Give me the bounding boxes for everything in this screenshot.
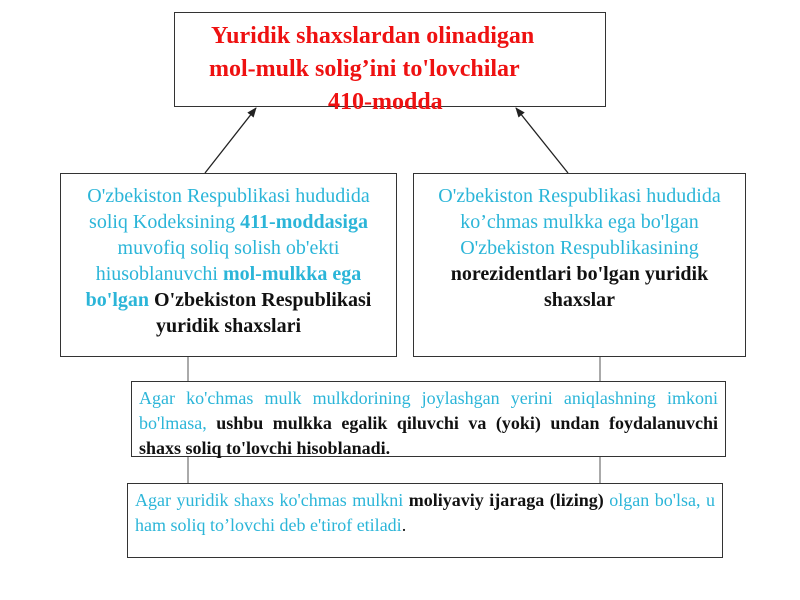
bottom-cyan-text-1: Agar yuridik shaxs ko'chmas mulkni	[135, 490, 409, 510]
left-box-text	[69, 183, 388, 339]
middle-bold-text: ushbu mulkka egalik qiluvchi va (yoki) undan foydalanuvchi shaxs soliq to'lovchi hisoblanadi.	[139, 413, 718, 458]
right-line-2: ko’chmas mulkka ega bo'lgan	[460, 211, 699, 233]
middle-cyan-text: Agar ko'chmas mulk mulkdorining joylashgan yerini aniqlashning imkoni bo'lmasa,	[139, 388, 718, 433]
title-line-2: mol-mulk solig’ini to'lovchilar	[209, 56, 520, 82]
left-line-3: muvofiq soliq solish ob'ekti	[117, 237, 340, 259]
right-line-3: O'zbekiston Respublikasining	[460, 237, 699, 259]
left-line-5b: O'zbekiston Respublikasi	[149, 289, 372, 311]
middle-box	[131, 381, 726, 457]
left-line-6: yuridik shaxslari	[155, 315, 302, 337]
left-line-4a: hiusoblanuvchi	[95, 263, 223, 285]
title-text	[175, 20, 605, 119]
middle-box-text	[139, 386, 718, 461]
title-box	[174, 12, 606, 115]
left-line-1: O'zbekiston Respublikasi hududida	[87, 185, 370, 207]
bottom-bold-text: moliyaviy ijaraga (lizing)	[408, 490, 604, 510]
bottom-box-text	[135, 488, 715, 538]
right-line-4: norezidentlari bo'lgan yuridik	[450, 263, 709, 285]
right-line-1: O'zbekiston Respublikasi hududida	[438, 185, 721, 207]
left-line-4b: mol-mulkka ega	[222, 263, 362, 285]
left-line-5a: bo'lgan	[85, 289, 150, 311]
right-box-text	[422, 183, 737, 313]
bottom-end-dot: .	[401, 515, 407, 535]
title-line-3: 410-modda	[328, 89, 443, 115]
bottom-cyan-text-2: olgan bo'lsa, u ham soliq to’lovchi deb e'tirof etiladi	[135, 490, 715, 535]
left-line-2a: soliq Kodeksining	[89, 211, 241, 233]
title-line-1: Yuridik shaxslardan olinadigan	[211, 23, 535, 49]
left-line-2b: 411-moddasiga	[240, 211, 368, 233]
right-box	[413, 173, 746, 357]
bottom-box	[127, 483, 723, 558]
left-box	[60, 173, 397, 357]
right-line-5: shaxslar	[543, 289, 616, 311]
